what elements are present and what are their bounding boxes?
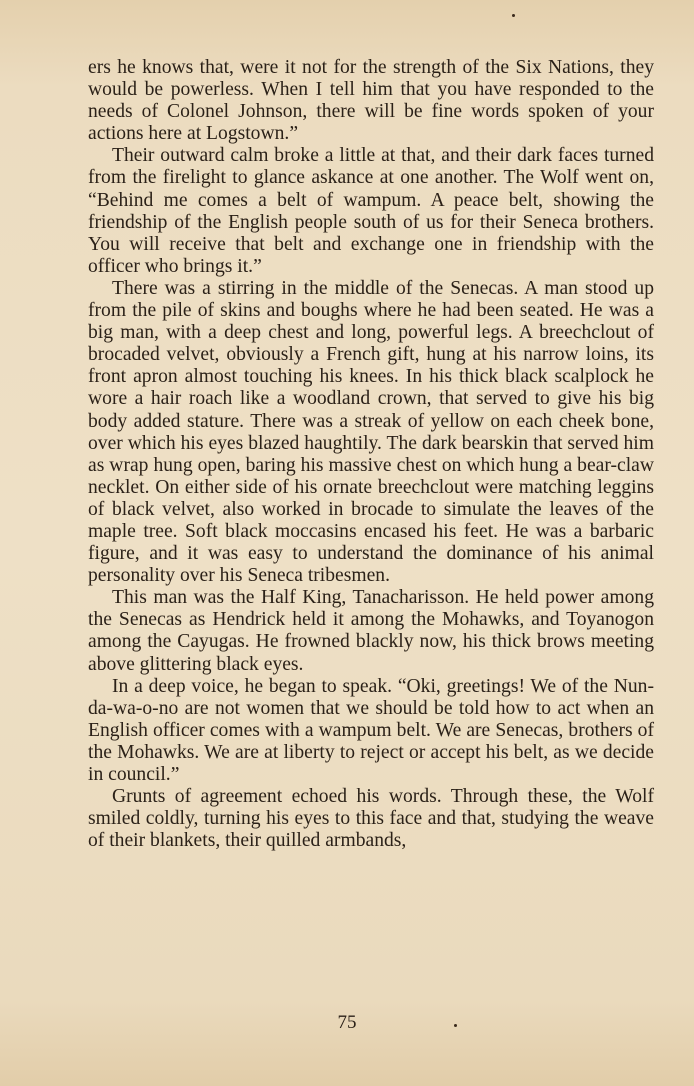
paragraph-4: This man was the Half King, Tanacharisson. He held power among the Senecas as Hendrick held it among the Mohawks, and Toyanogon among the Cayugas. He frowned blackly now, his thick brows meeting above glittering black eyes. (88, 587, 654, 675)
page-number: 75 (337, 1012, 357, 1033)
ink-speck (512, 14, 515, 17)
paragraph-1: ers he knows that, were it not for the strength of the Six Nations, they would be powerless. When I tell him that you have responded to the needs of Colonel Johnson, there will be fine words spoken of your actions here at Logstown.” (88, 57, 654, 145)
paragraph-6: Grunts of agreement echoed his words. Through these, the Wolf smiled coldly, turning his eyes to this face and that, studying the weave of their blankets, their quilled armbands, (88, 786, 654, 852)
paragraph-2: Their outward calm broke a little at that, and their dark faces turned from the firelight to glance askance at one another. The Wolf went on, “Behind me comes a belt of wampum. A peace belt, showing the friendship of the English people south of us for their Seneca brothers. You will receive that belt and exchange one in friendship with the officer who brings it.” (88, 145, 654, 277)
paragraph-5: In a deep voice, he began to speak. “Oki, greetings! We of the Nun-da-wa-o-no are not women that we should be told how to act when an English officer comes with a wampum belt. We are Senecas, brothers of the Mohawks. We are at liberty to reject or accept his belt, as we decide in council.” (88, 675, 654, 785)
paragraph-3: There was a stirring in the middle of the Senecas. A man stood up from the pile of skins and boughs where he had been seated. He was a big man, with a deep chest and long, powerful legs. A breechclout of brocaded velvet, obviously a French gift, hung at his narrow loins, its front apron almost touching his knees. In his thick black scalplock he wore a hair roach like a woodland crown, that served to give his big body added stature. There was a streak of yellow on each cheek bone, over which his eyes blazed haughtily. The dark bearskin that served him as wrap hung open, baring his massive chest on which hung a bear-claw necklet. On either side of his ornate breechclout were matching leggins of black velvet, also worked in brocade to simulate the leaves of the maple tree. Soft black moccasins encased his feet. He was a barbaric figure, and it was easy to understand the dominance of his animal personality over his Seneca tribesmen. (88, 277, 654, 587)
ink-speck (454, 1024, 457, 1027)
body-text (88, 57, 654, 852)
